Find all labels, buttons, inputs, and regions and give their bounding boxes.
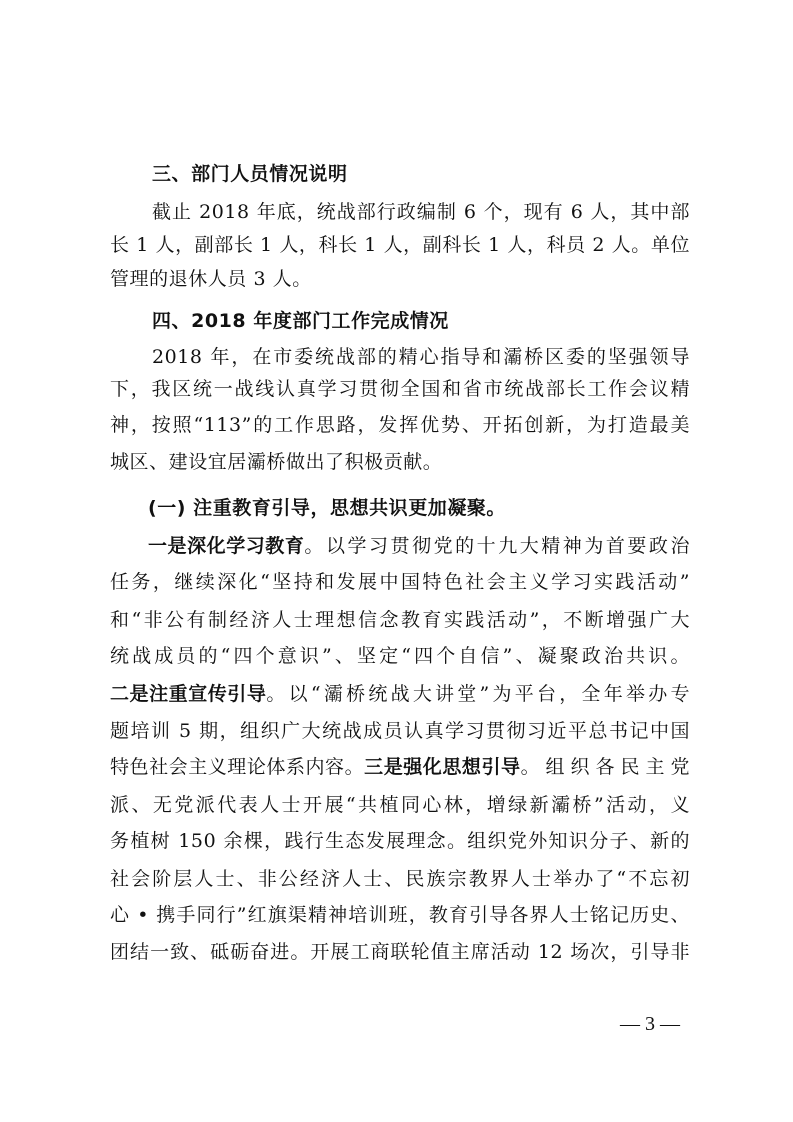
paragraph-line: 任务，继续深化“坚持和发展中国特色社会主义学习实践活动”	[110, 571, 690, 593]
paragraph-line: 长 1 人，副部长 1 人，科长 1 人，副科长 1 人，科员 2 人。单位	[110, 234, 690, 256]
paragraph-line: 团结一致、砥砺奋进。开展工商联轮值主席活动 12 场次，引导非	[110, 941, 690, 963]
section-heading-personnel: 三、部门人员情况说明	[152, 163, 348, 185]
paragraph-line: 管理的退休人员 3 人。	[110, 268, 312, 290]
paragraph-line: 截止 2018 年底，统战部行政编制 6 个，现有 6 人，其中部	[152, 201, 690, 223]
paragraph-line: 神，按照“113”的工作思路，发挥优势、开拓创新，为打造最美	[110, 414, 690, 436]
paragraph-line: 务植树 150 余棵，践行生态发展理念。组织党外知识分子、新的	[110, 830, 690, 852]
paragraph-line: 统战成员的“四个意识”、坚定“四个自信”、凝聚政治共识。	[110, 645, 690, 667]
paragraph-line: 题培训 5 期，组织广大统战成员认真学习贯彻习近平总书记中国	[110, 720, 690, 742]
paragraph-line: 和“非公有制经济人士理想信念教育实践活动”，不断增强广大	[110, 609, 690, 631]
paragraph-line: 2018 年，在市委统战部的精心指导和灞桥区委的坚强领导	[152, 346, 690, 368]
paragraph-line: 社会阶层人士、非公经济人士、民族宗教界人士举办了“不忘初	[110, 868, 690, 890]
section-heading-work-completion: 四、2018 年度部门工作完成情况	[152, 310, 449, 332]
paragraph-line: 二是注重宣传引导 。以“灞桥统战大讲堂”为平台，全年举办专	[110, 678, 690, 710]
paragraph-line: 派、无党派代表人士开展“共植同心林，增绿新灞桥”活动，义	[110, 794, 690, 816]
page-number: — 3 —	[620, 1013, 680, 1035]
emphasis-text: 二是注重宣传引导	[110, 683, 267, 705]
paragraph-line: 心 • 携手同行”红旗渠精神培训班，教育引导各界人士铭记历史、	[110, 904, 690, 926]
paragraph-line: 一是深化学习教育 。以学习贯彻党的十九大精神为首要政治	[148, 530, 690, 562]
paragraph-line: 下，我区统一战线认真学习贯彻全国和省市统战部长工作会议精	[110, 378, 690, 400]
paragraph-line: 特色社会主义理论体系内容。 三是强化思想引导 。组织各民主党	[110, 751, 690, 783]
emphasis-text: 三是强化思想引导	[364, 756, 521, 778]
subsection-heading-education: (一) 注重教育引导，思想共识更加凝聚。	[148, 497, 506, 519]
emphasis-text: 一是深化学习教育	[148, 535, 305, 557]
paragraph-line: 城区、建设宜居灞桥做出了积极贡献。	[110, 451, 443, 473]
